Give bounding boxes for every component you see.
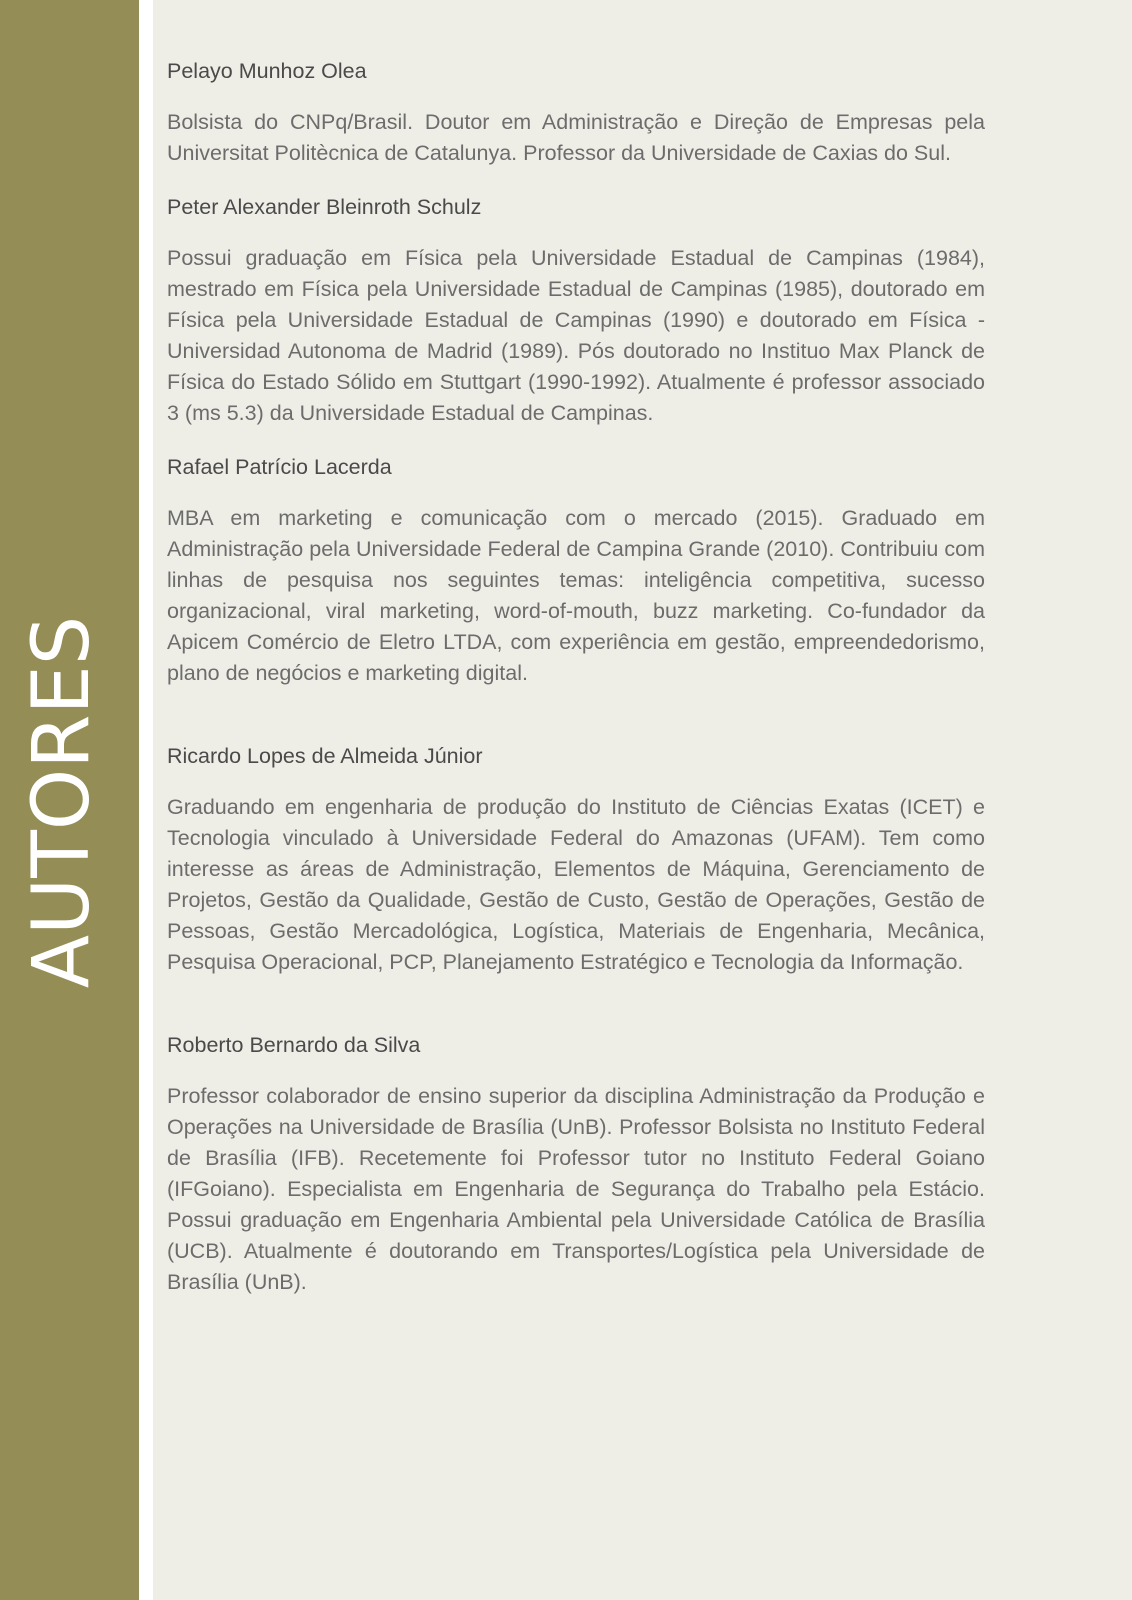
author-name: Ricardo Lopes de Almeida Júnior (167, 744, 483, 768)
author-bio: Possui graduação em Física pela Universidade Estadual de Campinas (1984), mestrado em Física pela Universidade Estadual de Campinas (1985), doutorado em Física pela Universidade Estadual de Campinas (1990) e doutorado em Física - Universidad Autonoma de Madrid (1989). Pós doutorado no Instituo Max Planck de Física do Estado Sólido em Stuttgart (1990-1992). Atualmente é professor associado 3 (ms 5.3) da Universidade Estadual de Campinas. (167, 246, 985, 425)
author-entry-ricardo (167, 740, 985, 978)
author-entry-pelayo (167, 55, 985, 169)
author-entry-roberto (167, 1029, 985, 1298)
section-title: AUTORES (17, 615, 107, 989)
author-entry-peter (167, 191, 985, 429)
author-bio: MBA em marketing e comunicação com o mercado (2015). Graduado em Administração pela Universidade Federal de Campina Grande (2010). Contribuiu com linhas de pesquisa nos seguintes temas: inteligência competitiva, sucesso organizacional, viral marketing, word-of-mouth, buzz marketing. Co-fundador da Apicem Comércio de Eletro LTDA, com experiência em gestão, empreendedorismo, plano de negócios e marketing digital. (167, 506, 985, 685)
author-entry-rafael (167, 451, 985, 689)
sidebar-band (0, 0, 139, 1600)
author-name: Rafael Patrício Lacerda (167, 455, 392, 479)
author-name: Peter Alexander Bleinroth Schulz (167, 195, 482, 219)
author-bio: Bolsista do CNPq/Brasil. Doutor em Administração e Direção de Empresas pela Universitat Politècnica de Catalunya. Professor da Universidade de Caxias do Sul. (167, 110, 985, 165)
author-list (167, 55, 985, 1298)
content-panel (153, 0, 1132, 1600)
author-name: Pelayo Munhoz Olea (167, 59, 367, 83)
author-name: Roberto Bernardo da Silva (167, 1033, 421, 1057)
author-bio: Graduando em engenharia de produção do Instituto de Ciências Exatas (ICET) e Tecnologia vinculado à Universidade Federal do Amazonas (UFAM). Tem como interesse as áreas de Administração, Elementos de Máquina, Gerenciamento de Projetos, Gestão da Qualidade, Gestão de Custo, Gestão de Operações, Gestão de Pessoas, Gestão Mercadológica, Logística, Materiais de Engenharia, Mecânica, Pesquisa Operacional, PCP, Planejamento Estratégico e Tecnologia da Informação. (167, 795, 985, 974)
author-bio: Professor colaborador de ensino superior da disciplina Administração da Produção e Operações na Universidade de Brasília (UnB). Professor Bolsista no Instituto Federal de Brasília (IFB). Recetemente foi Professor tutor no Instituto Federal Goiano (IFGoiano). Especialista em Engenharia de Segurança do Trabalho pela Estácio. Possui graduação em Engenharia Ambiental pela Universidade Católica de Brasília (UCB). Atualmente é doutorando em Transportes/Logística pela Universidade de Brasília (UnB). (167, 1084, 985, 1294)
